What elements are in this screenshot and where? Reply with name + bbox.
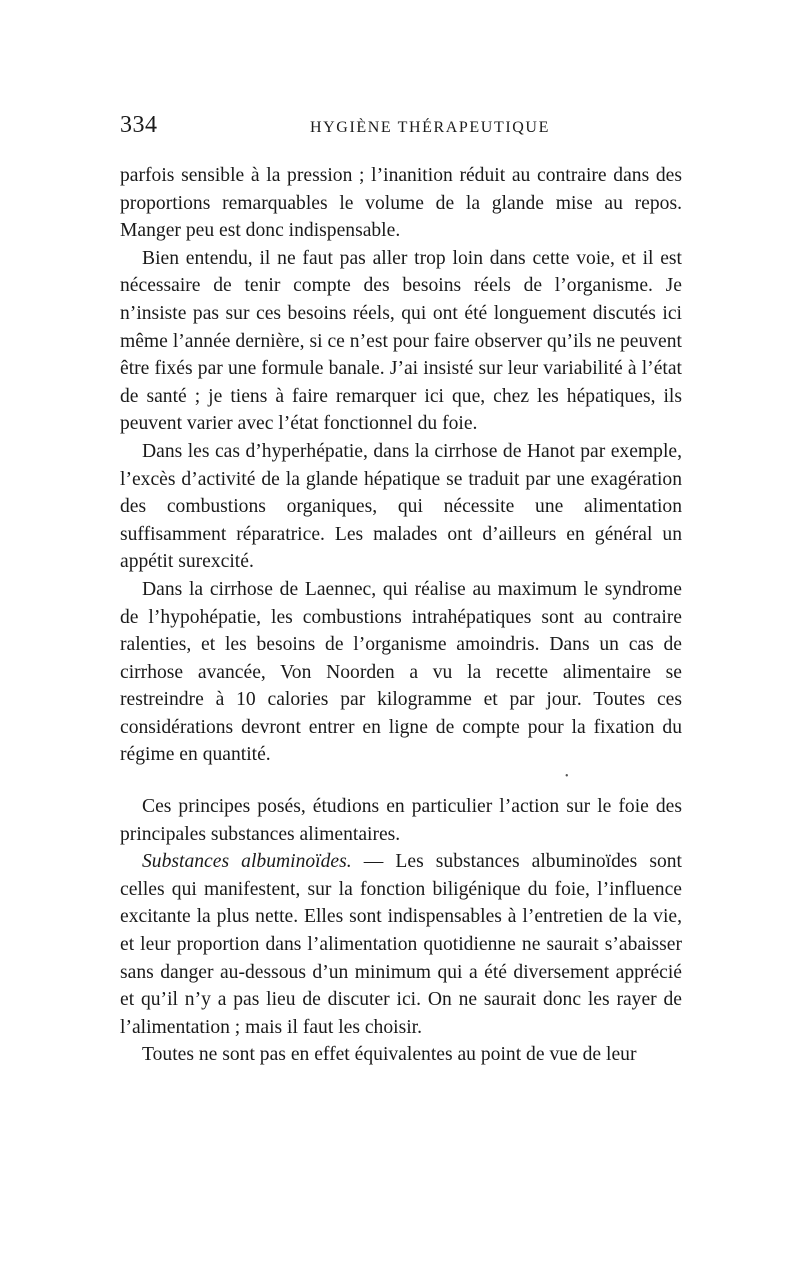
section-break-mark: •	[565, 771, 569, 783]
paragraph-5: Ces principes posés, étudions en particulier l’action sur le foie des principales substances alimentaires.	[120, 796, 682, 845]
paragraph-2: Bien entendu, il ne faut pas aller trop loin dans cette voie, et il est nécessaire de tenir compte des besoins réels de l’organisme. Je n’insiste pas sur ces besoins réels, qui ont été longuement discutés ici même l’année dernière, si ce n’est pour faire observer qu’ils ne peuvent être fixés par une formule banale. J’ai insisté sur leur variabilité à l’état de santé ; je tiens à faire remarquer ici que, chez les hépatiques, ils peuvent varier avec l’état fonctionnel du foie.	[120, 247, 682, 435]
paragraph-6-text: — Les substances albuminoïdes sont celles qui manifestent, sur la fonction biligénique du foie, l’influence excitante la plus nette. Elles sont indispensables à l’entretien de la vie, et leur proportion dans l’alimentation quotidienne ne saurait s’abaisser sans danger au-dessous d’un minimum qui a été diversement apprécié et qu’il n’y a pas lieu de discuter ici. On ne saurait donc les rayer de l’alimentation ; mais il faut les choisir.	[120, 851, 682, 1038]
paragraph-6	[120, 848, 682, 1041]
paragraph-3: Dans les cas d’hyperhépatie, dans la cirrhose de Hanot par exemple, l’excès d’activité de la glande hépatique se traduit par une exagération des combustions organiques, qui nécessite une alimentation suffisamment réparatrice. Les malades ont d’ailleurs en général un appétit surexcité.	[120, 440, 682, 573]
subsection-heading: Substances albuminoïdes.	[142, 851, 352, 873]
paragraph-7: Toutes ne sont pas en effet équivalentes au point de vue de leur	[142, 1044, 637, 1066]
paragraph-4: Dans la cirrhose de Laennec, qui réalise au maximum le syndrome de l’hypohépatie, les combustions intrahépatiques sont au contraire ralenties, et les besoins de l’organisme amoindris. Dans un cas de cirrhose avancée, Von Noorden a vu la recette alimentaire se restreindre à 10 calories par kilogramme et par jour. Toutes ces considérations devront entrer en ligne de compte pour la fixation du régime en quantité.	[120, 578, 682, 766]
running-head	[120, 112, 682, 140]
section-break	[120, 769, 682, 793]
book-page	[120, 112, 682, 1069]
paragraph-1: parfois sensible à la pression ; l’inanition réduit au contraire dans des proportions remarquables le volume de la glande mise au repos. Manger peu est donc indispensable.	[120, 165, 682, 242]
running-title: HYGIÈNE THÉRAPEUTIQUE	[310, 119, 550, 136]
page-number: 334	[120, 112, 158, 138]
